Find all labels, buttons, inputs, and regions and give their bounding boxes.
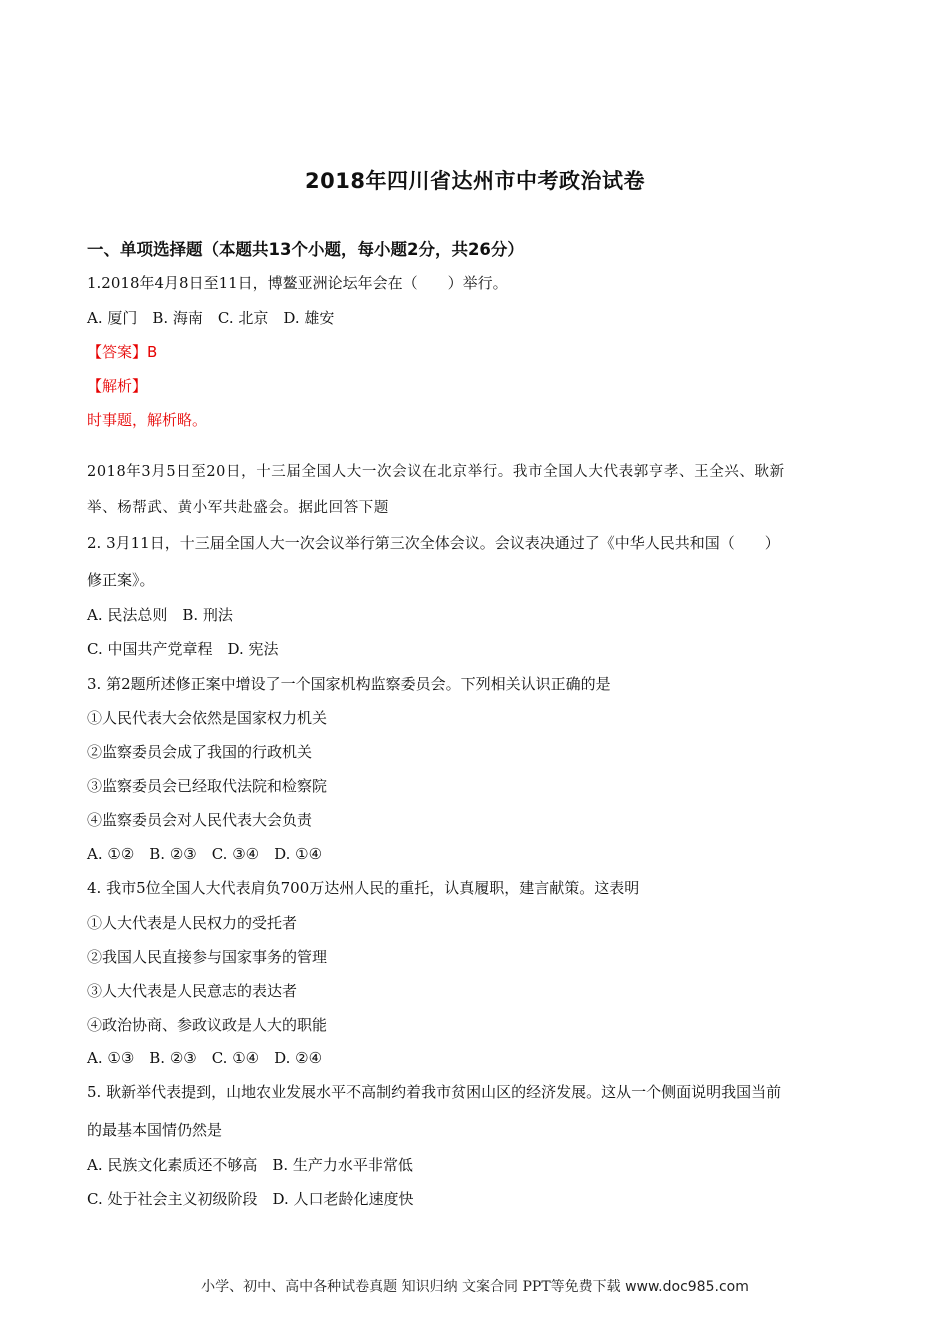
- q4-item-1: ①人大代表是人民权力的受托者: [87, 914, 298, 932]
- q4-options: A. ①③ B. ②③ C. ①④ D. ②④: [87, 1049, 323, 1067]
- q3-item-3: ③监察委员会已经取代法院和检察院: [87, 777, 328, 795]
- material-line-1: 2018年3月5日至20日，十三届全国人大一次会议在北京举行。我市全国人大代表郭亨孝、王全兴、耿新: [87, 464, 785, 480]
- q4-stem: 4. 我市5位全国人大代表肩负700万达州人民的重托，认真履职，建言献策。这表明: [87, 879, 640, 897]
- q5-options-2: C. 处于社会主义初级阶段 D. 人口老龄化速度快: [87, 1190, 414, 1208]
- material-line-2: 举、杨帮武、黄小军共赴盛会。据此回答下题: [87, 500, 389, 516]
- q2-stem-2: 修正案》。: [87, 571, 155, 589]
- q1-options: A. 厦门 B. 海南 C. 北京 D. 雄安: [87, 309, 335, 327]
- q3-options: A. ①② B. ②③ C. ③④ D. ①④: [87, 845, 323, 863]
- q3-stem: 3. 第2题所述修正案中增设了一个国家机构监察委员会。下列相关认识正确的是: [87, 675, 611, 693]
- q1-stem: 1.2018年4月8日至11日，博鳌亚洲论坛年会在（ ）举行。: [87, 274, 508, 292]
- q4-item-4: ④政治协商、参政议政是人大的职能: [87, 1016, 328, 1034]
- q5-stem-2: 的最基本国情仍然是: [87, 1121, 223, 1139]
- q1-answer: [87, 342, 157, 362]
- q5-stem-1: 5. 耿新举代表提到，山地农业发展水平不高制约着我市贫困山区的经济发展。这从一个侧面说明我国当前: [87, 1083, 782, 1101]
- page-title: 2018年四川省达州市中考政治试卷: [305, 169, 645, 193]
- q3-item-2: ②监察委员会成了我国的行政机关: [87, 743, 313, 761]
- q2-options-2: C. 中国共产党章程 D. 宪法: [87, 640, 279, 658]
- footer-text: 小学、初中、高中各种试卷真题 知识归纳 文案合同 PPT等免费下载: [201, 1279, 626, 1295]
- q2-options-1: A. 民法总则 B. 刑法: [87, 606, 233, 624]
- q4-item-3: ③人大代表是人民意志的表达者: [87, 982, 298, 1000]
- q4-item-2: ②我国人民直接参与国家事务的管理: [87, 948, 328, 966]
- page-footer: [0, 1276, 950, 1296]
- q2-stem-1: 2. 3月11日，十三届全国人大一次会议举行第三次全体会议。会议表决通过了《中华人民共和国（ ）: [87, 534, 780, 552]
- q3-item-4: ④监察委员会对人民代表大会负责: [87, 811, 313, 829]
- q3-item-1: ①人民代表大会依然是国家权力机关: [87, 709, 328, 727]
- section-heading: 一、单项选择题（本题共13个小题，每小题2分，共26分）: [87, 240, 524, 259]
- footer-link[interactable]: www.doc985.com: [625, 1279, 749, 1295]
- q1-analysis-text: 时事题，解析略。: [87, 411, 208, 429]
- answer-label: 【答案】: [87, 343, 148, 361]
- answer-value: B: [147, 343, 158, 361]
- q1-analysis-label: 【解析】: [87, 377, 148, 395]
- q5-options-1: A. 民族文化素质还不够高 B. 生产力水平非常低: [87, 1156, 413, 1174]
